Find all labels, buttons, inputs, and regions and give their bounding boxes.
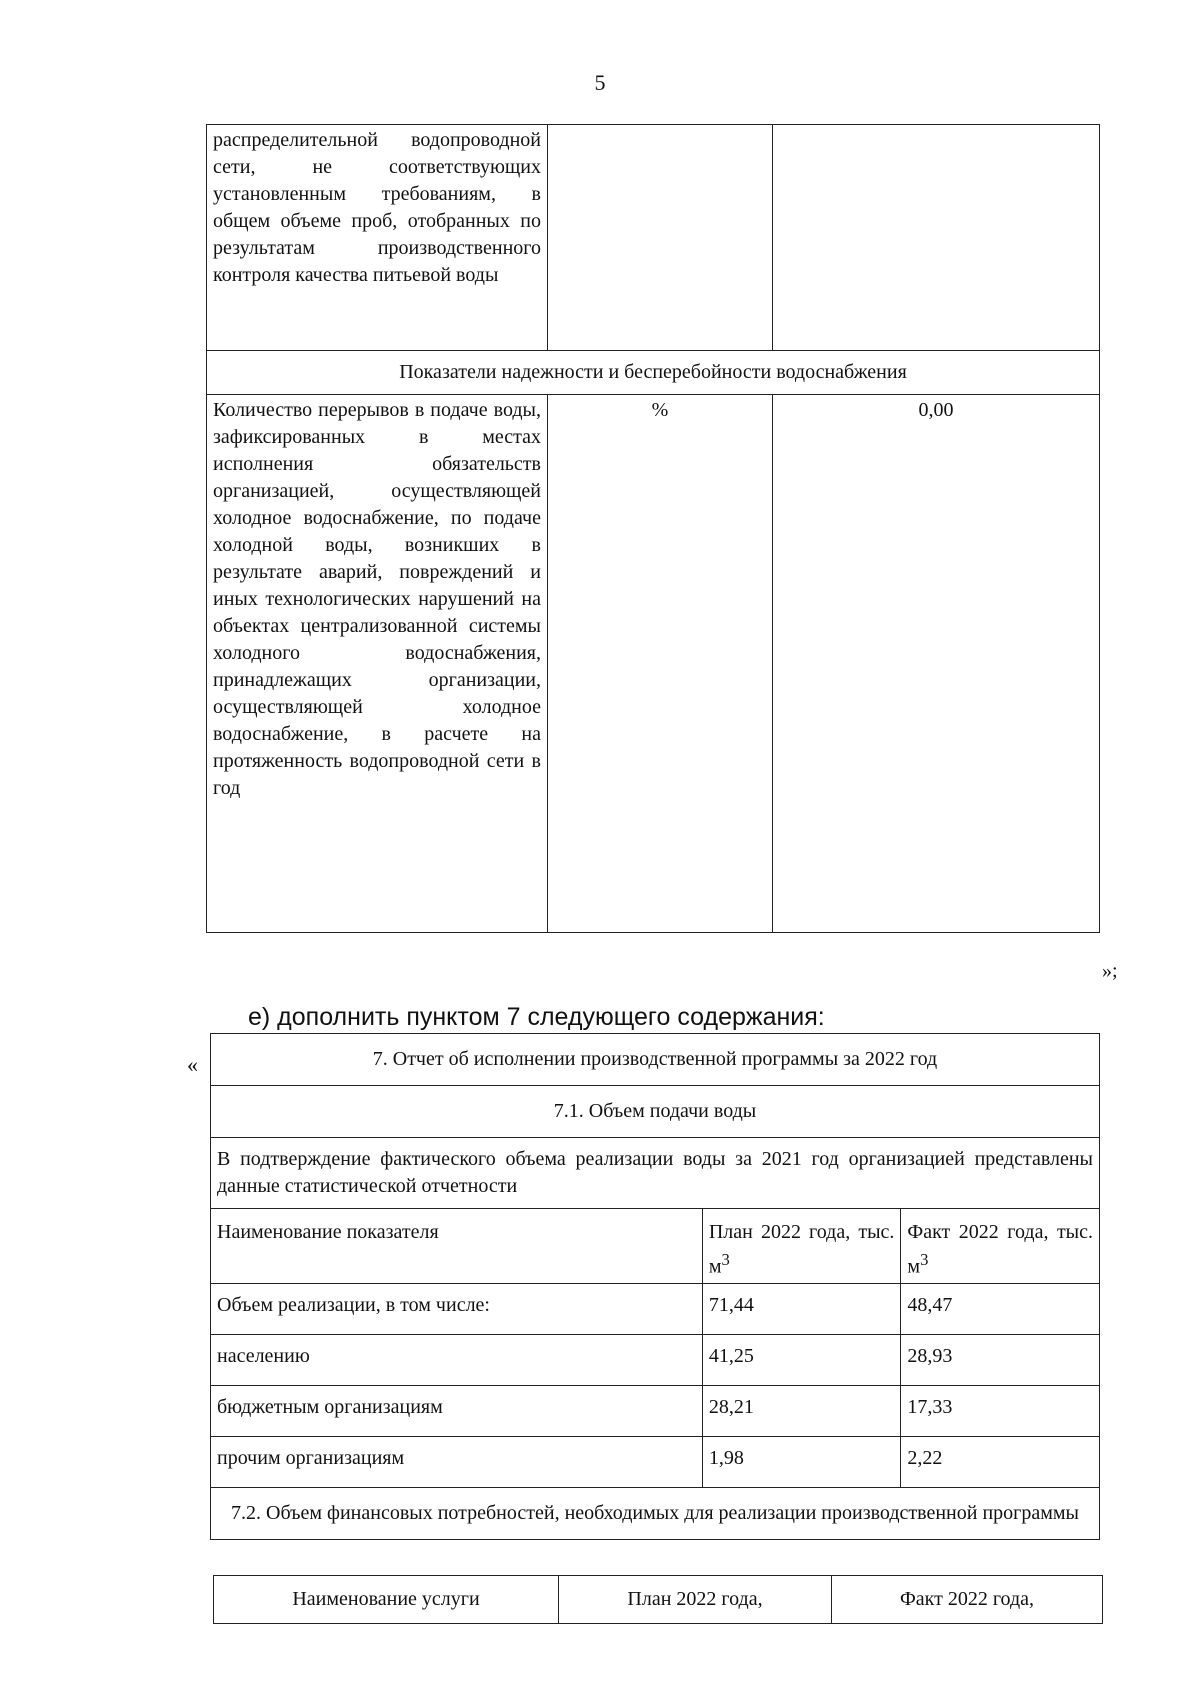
row-name: Объем реализации, в том числе:	[211, 1284, 703, 1335]
table-row	[211, 1284, 1100, 1335]
financial-needs-table	[213, 1575, 1103, 1624]
page-number: 5	[594, 70, 606, 95]
unit-superscript: 3	[920, 1250, 929, 1269]
row-name: населению	[211, 1335, 703, 1386]
section-header-row	[207, 351, 1100, 395]
col-header-plan: План 2022 года,	[559, 1576, 832, 1624]
quality-reliability-table	[206, 124, 1100, 933]
unit-cell: %	[548, 395, 773, 933]
row-plan-value: 1,98	[702, 1437, 901, 1488]
table-row	[207, 125, 1100, 351]
water-supply-subtitle: 7.1. Объем подачи воды	[211, 1086, 1100, 1138]
report-title: 7. Отчет об исполнении производственной программы за 2022 год	[211, 1034, 1100, 1086]
row-fact-value: 48,47	[901, 1284, 1100, 1335]
row-name: бюджетным организациям	[211, 1386, 703, 1437]
row-plan-value: 71,44	[702, 1284, 901, 1335]
col-header-service: Наименование услуги	[214, 1576, 559, 1624]
col-header-plan	[702, 1209, 901, 1284]
row-fact-value: 2,22	[901, 1437, 1100, 1488]
indicator-description: распределительной водопроводной сети, не соответствующих установленным требованиям, в общем объеме проб, отобранных по результатам производственного контроля качества питьевой воды	[207, 125, 548, 351]
financial-needs-title: 7.2. Объем финансовых потребностей, необходимых для реализации производственной программы	[211, 1488, 1100, 1540]
row-plan-value: 28,21	[702, 1386, 901, 1437]
table-row	[211, 1437, 1100, 1488]
col-header-fact	[901, 1209, 1100, 1284]
amendment-line: е) дополнить пунктом 7 следующего содержания:	[248, 1003, 825, 1031]
col-header-fact-text: Факт 2022 года, тыс. м	[907, 1221, 1093, 1278]
table-row	[211, 1386, 1100, 1437]
section-header: Показатели надежности и бесперебойности водоснабжения	[207, 351, 1100, 395]
row-fact-value: 17,33	[901, 1386, 1100, 1437]
row-fact-value: 28,93	[901, 1335, 1100, 1386]
value-cell: 0,00	[773, 395, 1100, 933]
row-plan-value: 41,25	[702, 1335, 901, 1386]
intro-text: В подтверждение фактического объема реализации воды за 2021 год организацией представлены данные статистической отчетности	[211, 1138, 1100, 1209]
value-cell	[773, 125, 1100, 351]
unit-superscript: 3	[721, 1250, 730, 1269]
closing-quote: »;	[1102, 960, 1118, 982]
indicator-description: Количество перерывов в подаче воды, зафиксированных в местах исполнения обязательств организацией, осуществляющей холодное водоснабжение, по подаче холодной воды, возникших в результате аварий, повреждений и иных технологических нарушений на объектах централизованной системы холодного водоснабжения, принадлежащих организации, осуществляющей холодное водоснабжение, в расчете на протяженность водопроводной сети в год	[207, 395, 548, 933]
column-header-row	[214, 1576, 1103, 1624]
col-header-fact: Факт 2022 года,	[832, 1576, 1103, 1624]
table-row	[211, 1335, 1100, 1386]
col-header-name: Наименование показателя	[211, 1209, 703, 1284]
row-name: прочим организациям	[211, 1437, 703, 1488]
col-header-plan-text: План 2022 года, тыс. м	[708, 1221, 895, 1278]
column-header-row	[211, 1209, 1100, 1284]
table-row	[207, 395, 1100, 933]
production-program-report-table	[210, 1033, 1100, 1540]
unit-cell	[548, 125, 773, 351]
opening-quote: «	[187, 1052, 198, 1077]
